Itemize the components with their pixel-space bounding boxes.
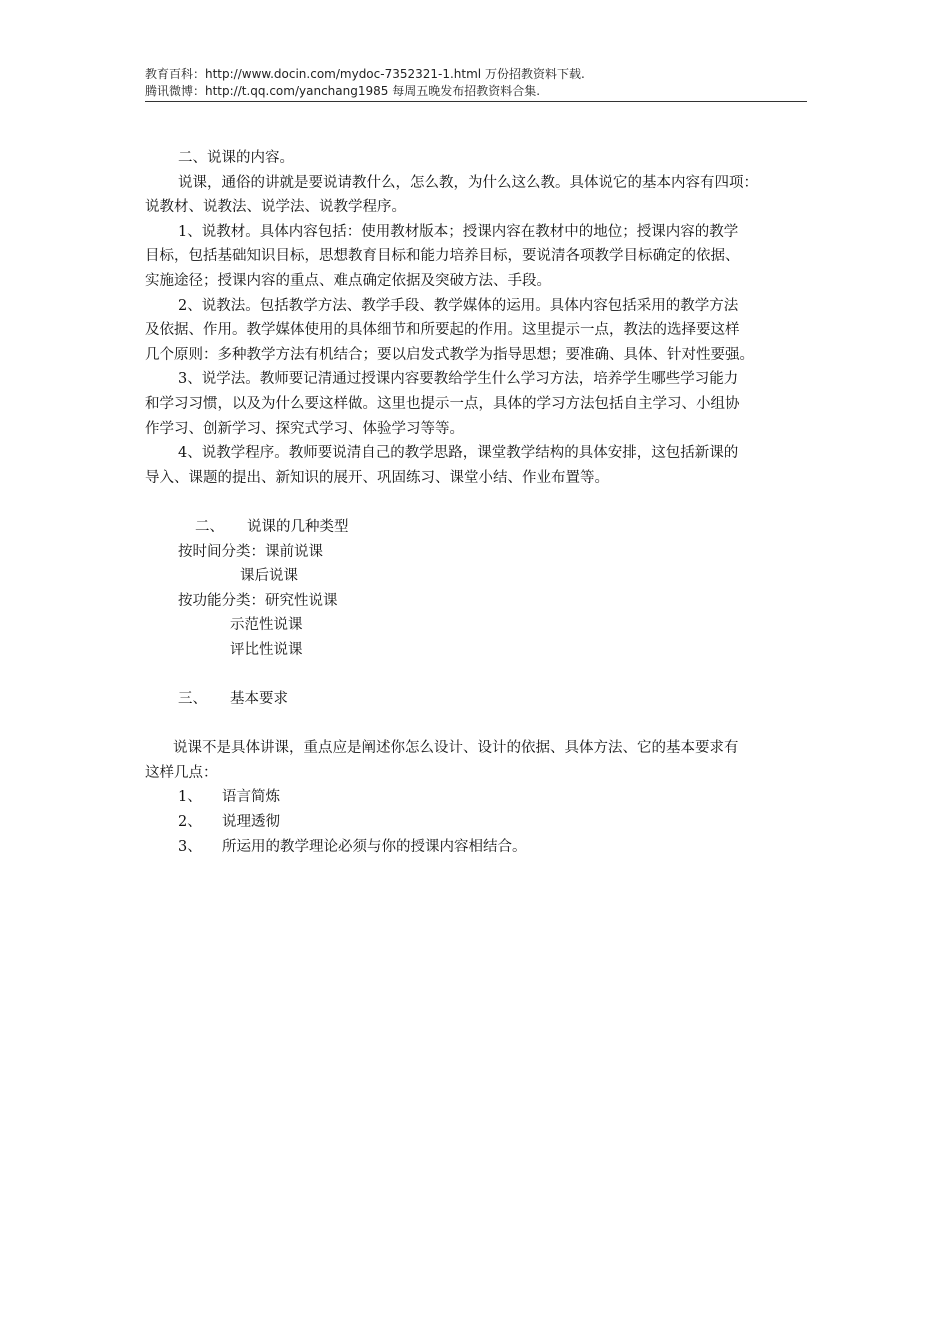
section1-title: 二、说课的内容。: [178, 150, 294, 166]
spacer: [145, 490, 845, 515]
section3-intro-line-1: 说课不是具体讲课，重点应是阐述你怎么设计、设计的依据、具体方法、它的基本要求有: [173, 740, 739, 757]
section3-number: 三、: [178, 691, 207, 708]
section2-title: 说课的几种类型: [247, 518, 349, 535]
item1-line-1: 1、说教材。具体内容包括：使用教材版本；授课内容在教材中的地位；授课内容的教学: [178, 223, 739, 240]
item3-line-3: 作学习、创新学习、探究式学习、体验学习等等。: [145, 420, 464, 437]
header-line-docin: 教育百科：http://www.docin.com/mydoc-7352321-1.html 万份招教资料下载.: [145, 67, 585, 81]
item4-line-2: 导入、课题的提出、新知识的展开、巩固练习、课堂小结、作业布置等。: [145, 469, 609, 486]
requirement-item: [145, 835, 845, 860]
section1-intro-line-2: 说教材、说教法、说学法、说教学程序。: [145, 199, 406, 216]
requirement-text: 所运用的教学理论必须与你的授课内容相结合。: [222, 838, 527, 855]
requirement-number: 2、: [178, 814, 202, 831]
classify-by-time: 按时间分类：课前说课: [178, 543, 323, 560]
item4-line-1: 4、说教学程序。教师要说清自己的教学思路，课堂教学结构的具体安排，这包括新课的: [178, 445, 739, 462]
requirement-number: 1、: [178, 789, 202, 806]
section2-heading: [145, 515, 845, 540]
item2-line-1: 2、说教法。包括教学方法、教学手段、教学媒体的运用。具体内容包括采用的教学方法: [178, 297, 739, 314]
item1-line-2: 目标，包括基础知识目标，思想教育目标和能力培养目标，要说清各项教学目标确定的依据、: [145, 248, 740, 265]
requirement-item: [145, 810, 845, 835]
item3-line-1: 3、说学法。教师要记清通过授课内容要教给学生什么学习方法，培养学生哪些学习能力: [178, 371, 739, 388]
spacer: [145, 712, 845, 737]
section3-intro-line-2: 这样几点：: [145, 764, 218, 781]
requirement-number: 3、: [178, 838, 202, 855]
classify-function-demo: 示范性说课: [230, 617, 303, 634]
classify-time-after: 课后说课: [240, 568, 298, 585]
page-header: [145, 66, 807, 100]
requirement-text: 语言简炼: [222, 789, 280, 806]
document-body: [145, 146, 845, 859]
requirement-item: [145, 785, 845, 810]
item1-line-3: 实施途径；授课内容的重点、难点确定依据及突破方法、手段。: [145, 272, 551, 289]
classify-function-eval: 评比性说课: [230, 641, 303, 658]
header-divider: [145, 101, 807, 102]
item2-line-2: 及依据、作用。教学媒体使用的具体细节和所要起的作用。这里提示一点，教法的选择要这样: [145, 322, 740, 339]
section3-title: 基本要求: [230, 691, 288, 708]
header-line-weibo: 腾讯微博：http://t.qq.com/yanchang1985 每周五晚发布招教资料合集.: [145, 84, 541, 98]
section2-number: 二、: [195, 518, 224, 535]
spacer: [145, 662, 845, 687]
classify-by-function: 按功能分类：研究性说课: [178, 592, 338, 609]
requirement-text: 说理透彻: [222, 814, 280, 831]
section3-heading: [145, 687, 845, 712]
item2-line-3: 几个原则：多种教学方法有机结合；要以启发式教学为指导思想；要准确、具体、针对性要强。: [145, 346, 754, 363]
item3-line-2: 和学习习惯，以及为什么要这样做。这里也提示一点，具体的学习方法包括自主学习、小组协: [145, 395, 740, 412]
section1-intro-line-1: 说课，通俗的讲就是要说请教什么，怎么教，为什么这么教。具体说它的基本内容有四项：: [178, 174, 758, 191]
